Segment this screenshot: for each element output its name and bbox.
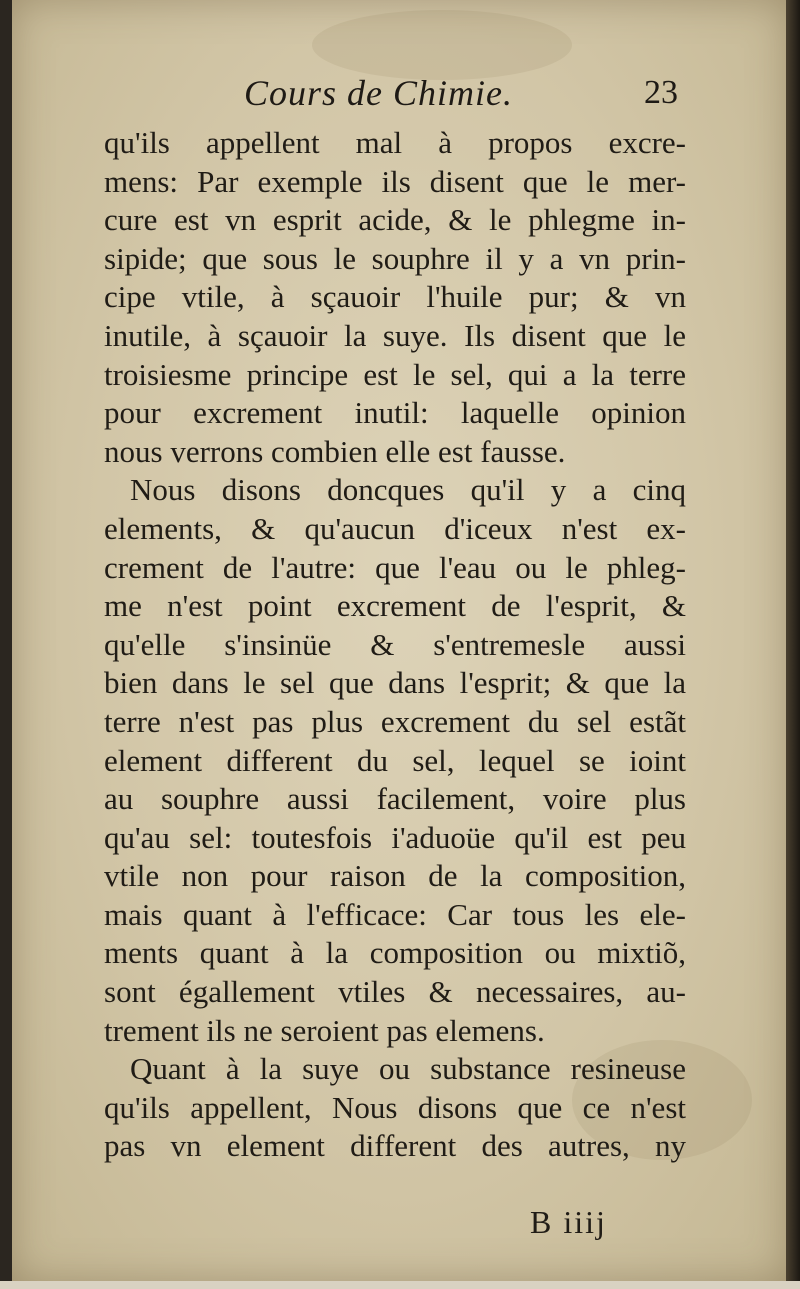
text-line: sipide; que sous le souphre il y a vn prin- <box>104 240 686 276</box>
running-title: Cours de Chimie. <box>244 73 514 113</box>
text-line: sont égallement vtiles & necessaires, au- <box>104 974 686 1010</box>
text-line: pas vn element different des autres, ny <box>104 1128 686 1164</box>
text-line: elements, & qu'aucun d'iceux n'est ex- <box>104 510 686 546</box>
text-line: pour excrement inutil: laquelle opinion <box>104 395 686 431</box>
signature-mark: B iiij <box>530 1204 607 1240</box>
page-number: 23 <box>644 74 678 111</box>
text-line: element different du sel, lequel se ioint <box>104 742 686 778</box>
text-line: cipe vtile, à sçauoir l'huile pur; & vn <box>104 279 686 315</box>
text-line: qu'ils appellent, Nous disons que ce n'est <box>104 1089 686 1125</box>
text-line: trement ils ne seroient pas elemens. <box>104 1012 545 1048</box>
book-page <box>12 0 788 1282</box>
text-line: cure est vn esprit acide, & le phlegme in- <box>104 202 686 238</box>
text-line: crement de l'autre: que l'eau ou le phleg- <box>104 549 686 585</box>
text-line: au souphre aussi facilement, voire plus <box>104 781 686 817</box>
body-text <box>104 124 686 1166</box>
page-header <box>12 72 788 122</box>
text-line: mais quant à l'efficace: Car tous les ele- <box>104 896 686 932</box>
text-line: terre n'est pas plus excrement du sel estãt <box>104 703 686 739</box>
text-line: ments quant à la composition ou mixtiõ, <box>104 935 686 971</box>
text-line: qu'ils appellent mal à propos excre- <box>104 125 686 160</box>
paragraph-start-line: Nous disons doncques qu'il y a cinq <box>130 472 686 508</box>
book-gutter-edge <box>786 0 800 1289</box>
text-line: troisiesme principe est le sel, qui a la terre <box>104 356 686 392</box>
text-line: qu'au sel: toutesfois i'aduoüe qu'il est peu <box>104 819 686 855</box>
page-bottom-margin <box>0 1281 800 1289</box>
text-line: inutile, à sçauoir la suye. Ils disent que le <box>104 317 686 353</box>
text-line: nous verrons combien elle est fausse. <box>104 433 566 469</box>
text-line: mens: Par exemple ils disent que le mer- <box>104 163 686 199</box>
text-line: me n'est point excrement de l'esprit, & <box>104 588 686 624</box>
text-line: bien dans le sel que dans l'esprit; & que la <box>104 665 686 701</box>
text-line: vtile non pour raison de la composition, <box>104 858 686 894</box>
paper-stain <box>312 10 572 80</box>
paragraph-start-line: Quant à la suye ou substance resineuse <box>130 1051 686 1087</box>
text-line: qu'elle s'insinüe & s'entremesle aussi <box>104 626 686 662</box>
